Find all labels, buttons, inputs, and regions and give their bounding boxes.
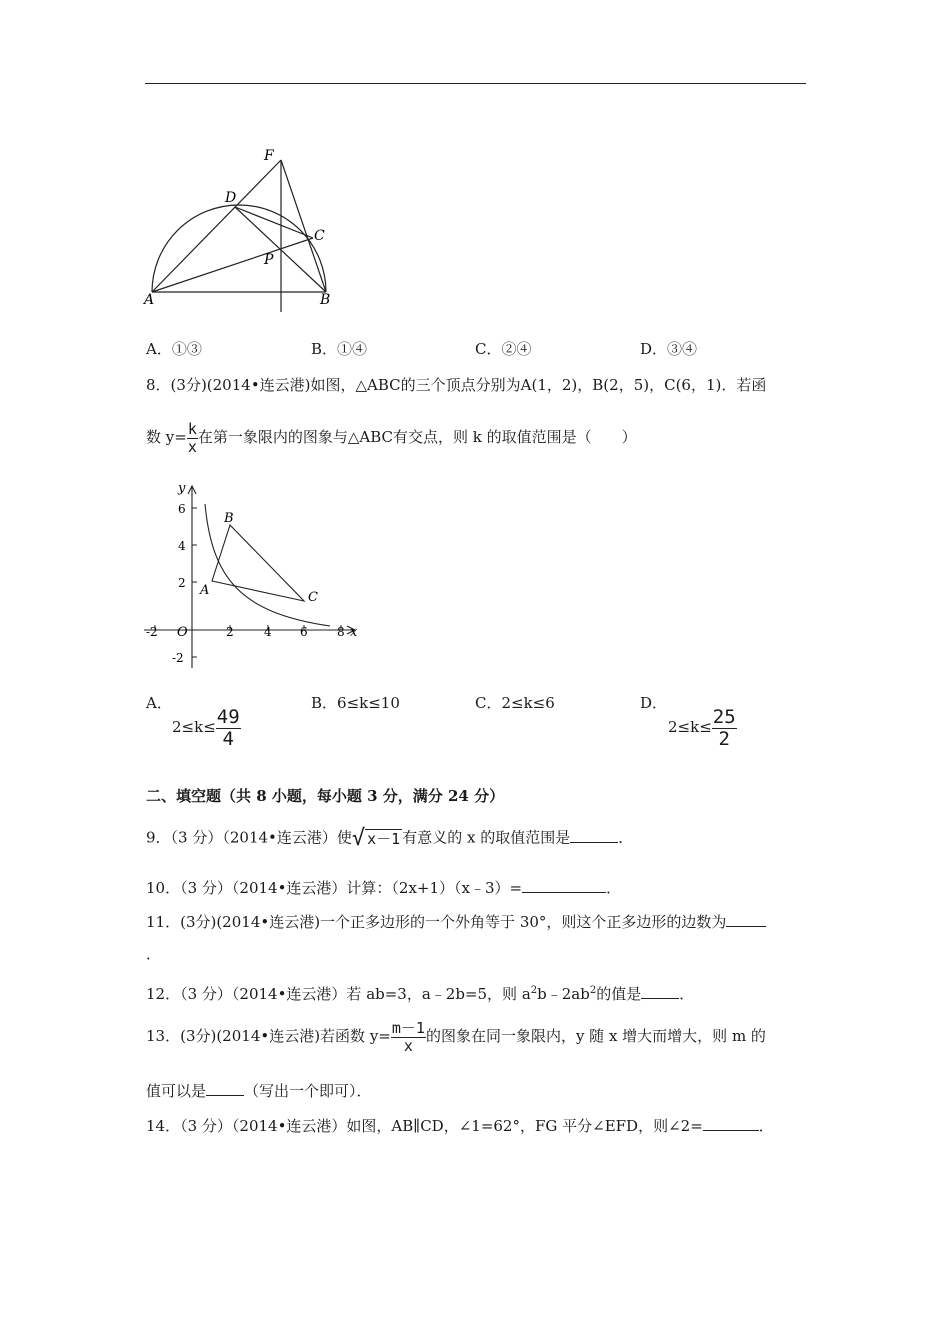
q8-option-a[interactable] [146,692,240,756]
q9-radicand: x－1 [367,830,401,848]
q8-option-d-body [668,706,737,750]
q8-option-a-den: 4 [222,727,234,750]
q8-option-d[interactable] [640,692,736,756]
q8-option-c-key: C． [475,694,502,712]
q8-option-d-num: 25 [712,706,736,728]
q13-line2 [146,1080,372,1101]
q8-option-d-key: D． [640,694,668,712]
q8-point-B-label: B [224,511,234,526]
q8-ytick-2: 2 [178,576,186,590]
triangle-ABC [212,525,304,601]
q7-figure [140,140,340,320]
semicircle-arc [152,205,326,292]
q8-option-d-pre: 2≤k≤ [668,718,712,737]
q14-end: ． [758,1117,774,1135]
q8-ytick-4: 4 [178,539,186,553]
q10-text: 10．（3 分）（2014•连云港）计算：（2x+1）（x﹣3）= [146,879,523,897]
q8-option-a-frac [216,707,241,750]
q13-fraction [391,1020,426,1054]
q7-option-c-key: C． [475,340,502,358]
q7-option-b-text: ①④ [337,340,368,358]
q8-line2 [146,421,637,455]
q7-label-P: P [264,252,274,268]
q14-line [146,1115,774,1136]
q13-line1 [146,1020,766,1054]
q7-label-B: B [320,292,331,308]
line-DC [235,207,313,238]
q12-line [146,983,694,1004]
q8-option-c[interactable] [475,692,555,713]
q12-sup1: 2 [530,985,538,996]
q7-option-d[interactable] [640,338,697,359]
q13-frac-num: m－1 [391,1019,425,1037]
q8-option-a-body [172,706,241,750]
q9-post: 有意义的 x 的取值范围是 [402,828,571,847]
line-AC [152,238,313,292]
q12-sup2: 2 [589,985,597,996]
q8-frac-num: k [187,420,197,438]
q10-line [146,877,621,898]
q8-xtick-8: 8 [337,625,345,639]
header-rule [145,83,806,84]
line-AF [152,160,281,292]
q11-text: 11．(3分)(2014•连云港)一个正多边形的一个外角等于 30°，则这个正多边形的边数为 [146,913,727,931]
q8-option-a-num: 49 [216,706,240,728]
q8-ytick-6: 6 [178,502,186,516]
q7-option-c-text: ②④ [501,340,532,358]
q13-frac-den: x [403,1036,413,1055]
q8-xtick-6: 6 [300,625,308,639]
q8-x-label: x [350,625,358,640]
q7-option-a-key: A． [146,340,172,358]
q8-line2-post: 在第一象限内的图象与△ABC有交点，则 k 的取值范围是（ ） [197,428,637,446]
q8-point-A-label: A [200,583,210,598]
q9-end: ． [618,828,634,847]
q8-fraction [187,421,198,455]
q7-label-D: D [225,190,237,206]
q9-sqrt [352,826,402,851]
q7-label-A: A [144,292,155,308]
q14-text: 14．（3 分）（2014•连云港）如图，AB∥CD，∠1=62°，FG 平分∠EFD，则∠2= [146,1117,703,1135]
q8-xtick-2: 2 [226,625,234,639]
q8-option-d-frac [712,707,737,750]
q11-line [146,911,766,932]
q13-line2-pre: 值可以是 [146,1082,207,1100]
q9-pre: 9．（3 分）（2014•连云港）使 [146,828,352,847]
q13-post: 的图象在同一象限内，y 随 x 增大而增大，则 m 的 [425,1027,766,1045]
q8-option-b-text: 6≤k≤10 [337,694,400,712]
section2-title: 二、填空题（共 8 小题，每小题 3 分，满分 24 分） [146,787,505,805]
q7-label-C: C [314,228,325,244]
q8-point-C-label: C [308,590,318,605]
q8-xtick-neg2: -2 [146,625,158,639]
q8-line2-pre: 数 y= [146,428,187,446]
q8-option-b[interactable] [311,692,400,713]
q13-answer-blank[interactable] [206,1083,244,1096]
q7-option-b[interactable] [311,338,367,359]
q8-origin-label: O [177,625,188,640]
q11-end: ． [146,945,162,963]
q12-pre: 12．（3 分）（2014•连云港）若 ab=3，a﹣2b=5，则 a [146,985,531,1003]
q8-figure [140,478,365,673]
q7-option-a-text: ①③ [171,340,202,358]
q12-post: 的值是 [596,985,642,1003]
q7-label-F: F [264,148,274,164]
q7-option-d-key: D． [640,340,668,358]
q8-y-label: y [178,481,186,496]
q14-answer-blank[interactable] [703,1118,759,1131]
q8-option-a-pre: 2≤k≤ [172,718,216,737]
q7-option-d-text: ③④ [667,340,698,358]
q8-frac-den: x [187,437,197,456]
q13-line2-post: （写出一个即可）． [244,1082,372,1100]
q12-answer-blank[interactable] [641,986,679,999]
q10-answer-blank[interactable] [522,880,606,893]
q7-option-b-key: B． [311,340,338,358]
q7-option-a[interactable] [146,338,202,359]
q12-mid: b﹣2ab [537,985,590,1003]
q8-option-b-key: B． [311,694,338,712]
q10-end: ． [606,879,622,897]
q7-option-c[interactable] [475,338,532,359]
q11-answer-blank[interactable] [726,914,766,927]
q8-option-a-key: A． [146,694,172,712]
q12-end: ． [679,985,695,1003]
q9-answer-blank[interactable] [570,830,618,843]
q9-line [146,826,633,851]
q8-ytick-neg2: -2 [172,651,184,665]
sqrt-icon: √ [351,826,366,851]
q8-line1: 8．(3分)(2014•连云港)如图，△ABC的三个顶点分别为A(1，2)，B(2，5)，C(6，1)．若函 [146,376,767,394]
q13-pre: 13．(3分)(2014•连云港)若函数 y= [146,1027,391,1045]
q8-xtick-4: 4 [264,625,272,639]
line-FB [281,160,326,292]
q8-option-d-den: 2 [718,727,730,750]
q8-option-c-text: 2≤k≤6 [501,694,555,712]
